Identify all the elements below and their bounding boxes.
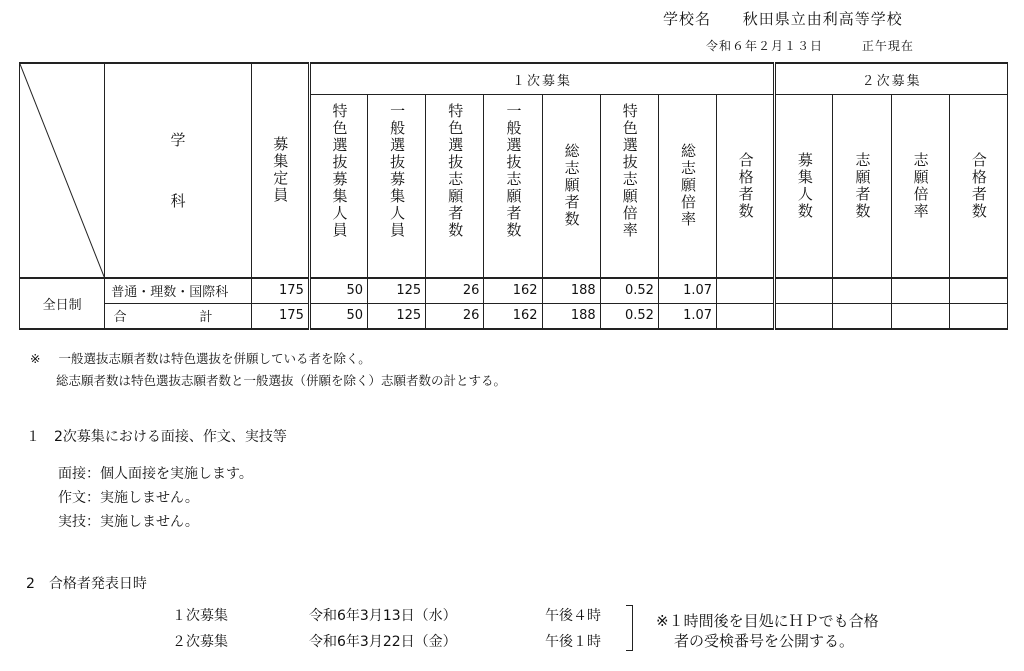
interview-line: 面接：個人面接を実施します。 — [58, 466, 253, 482]
capacity-cell: 175 — [251, 303, 309, 329]
round2-header: ２次募集 — [775, 63, 1008, 95]
cell — [775, 278, 833, 304]
cell — [833, 303, 891, 329]
cell — [949, 278, 1007, 304]
cell — [717, 303, 775, 329]
publish-note-line-2: 者の受検番号を公開する。 — [674, 632, 855, 650]
note-1 — [30, 349, 371, 367]
section2-title: 2 合格者発表日時 — [26, 576, 147, 592]
section1-title: １ 2次募集における面接、作文、実技等 — [26, 429, 287, 445]
r2-col-1: 志願者数 — [833, 95, 891, 278]
r1-col-5: 特色選抜志願倍率 — [600, 95, 658, 278]
cell — [949, 303, 1007, 329]
cell: 0.52 — [600, 303, 658, 329]
diagonal-line — [20, 64, 105, 279]
note-line-1: 一般選抜志願者数は特色選抜を併願している者を除く。 — [58, 351, 371, 366]
round2-time: 午後１時 — [545, 634, 601, 650]
date-line — [706, 37, 914, 54]
round2-date: 令和6年3月22日（金） — [309, 634, 457, 650]
cell: 1.07 — [658, 303, 716, 329]
r1-col-4: 総志願者数 — [542, 95, 600, 278]
cell — [775, 303, 833, 329]
cell: 0.52 — [600, 278, 658, 304]
as-of-label: 正午現在 — [861, 39, 914, 53]
table-row — [20, 278, 1008, 304]
cell: 1.07 — [658, 278, 716, 304]
cell: 26 — [426, 278, 484, 304]
diagonal-corner-cell — [20, 63, 105, 278]
applicant-table — [19, 62, 1008, 330]
cell: 125 — [368, 303, 426, 329]
total-label: 合 計 — [105, 303, 251, 329]
table-row-total — [20, 303, 1008, 329]
r1-col-0: 特色選抜募集人員 — [309, 95, 367, 278]
schedule-bracket — [626, 605, 633, 651]
round1-label: １次募集 — [172, 608, 228, 624]
r1-col-7: 合格者数 — [717, 95, 775, 278]
school-line — [663, 8, 903, 29]
practical-line: 実技：実施しません。 — [58, 514, 199, 530]
essay-line: 作文：実施しません。 — [58, 490, 199, 506]
cell: 188 — [542, 303, 600, 329]
cell: 162 — [484, 278, 542, 304]
cell: 162 — [484, 303, 542, 329]
dept-header — [105, 63, 251, 278]
school-label: 学校名 — [663, 10, 712, 28]
dept-header-bottom: 科 — [170, 192, 186, 211]
r1-col-3: 一般選抜志願者数 — [484, 95, 542, 278]
course-type: 全日制 — [20, 278, 105, 329]
r2-col-3: 合格者数 — [949, 95, 1007, 278]
r1-col-1: 一般選抜募集人員 — [368, 95, 426, 278]
round1-header: １次募集 — [309, 63, 774, 95]
cell: 50 — [309, 278, 367, 304]
cell — [717, 278, 775, 304]
r2-col-2: 志願倍率 — [891, 95, 949, 278]
cell — [833, 278, 891, 304]
r1-col-2: 特色選抜志願者数 — [426, 95, 484, 278]
row-label: 普通・理数・国際科 — [105, 278, 251, 304]
cell — [891, 278, 949, 304]
cell: 26 — [426, 303, 484, 329]
cell: 125 — [368, 278, 426, 304]
cell: 188 — [542, 278, 600, 304]
cell: 50 — [309, 303, 367, 329]
dept-header-top: 学 — [170, 131, 186, 150]
school-name: 秋田県立由利高等学校 — [742, 10, 903, 28]
round1-date: 令和6年3月13日（水） — [309, 608, 457, 624]
round2-label: ２次募集 — [172, 634, 228, 650]
cell — [891, 303, 949, 329]
round1-time: 午後４時 — [545, 608, 601, 624]
r2-col-0: 募集人数 — [775, 95, 833, 278]
r1-col-6: 総志願倍率 — [658, 95, 716, 278]
note-line-2: 総志願者数は特色選抜志願者数と一般選抜（併願を除く）志願者数の計とする。 — [56, 373, 507, 388]
capacity-cell: 175 — [251, 278, 309, 304]
report-date: 令和６年２月１３日 — [706, 39, 824, 53]
note-mark: ※ — [30, 351, 41, 366]
capacity-header: 募集定員 — [251, 63, 309, 278]
publish-note-line-1: ※１時間後を目処にＨＰでも合格 — [656, 612, 879, 630]
